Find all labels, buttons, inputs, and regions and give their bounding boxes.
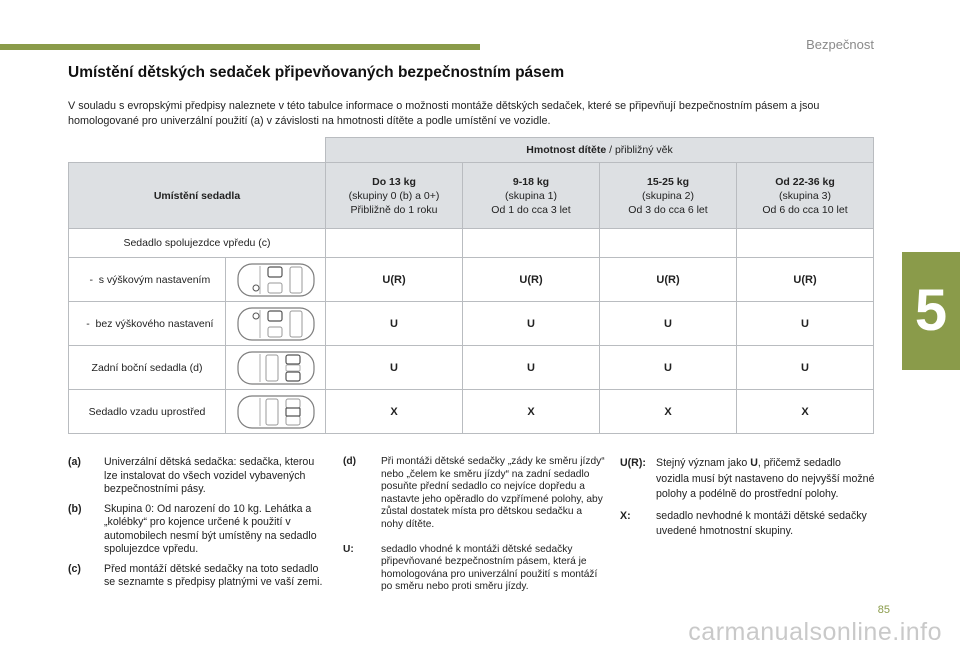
car-seat-diagram [226,302,326,346]
table-cell: U [326,302,463,346]
car-top-view-icon [236,349,316,387]
table-cell: U [326,346,463,390]
notes-column-left [68,456,330,596]
car-seat-diagram [226,258,326,302]
footnote-d: (d) Při montáži dětské sedačky „zády ke směru jízdy“ nebo „čelem ke směru jízdy“ na zadní sedadlo posuňte přední sedadlo co nejvíce dopředu a nastavte jeho opěradlo do vzpřímené polohy, aby zůstal dostatek místa pro dětskou sedačku a nohy dítěte. [343,456,605,530]
group-header: 15-25 kg (skupina 2) Od 3 do cca 6 let [600,163,737,229]
car-top-view-icon [236,261,316,299]
table-cell: X [600,390,737,434]
legend-ur: U(R): Stejný význam jako U, přičemž sedadlo vozidla musí být nastaveno do nejvyšší možné polohy a podélně do prostřední polohy. [620,457,875,500]
footnote-b: (b) Skupina 0: Od narození do 10 kg. Lehátka a „kolébky“ pro kojence určené k použití v automobilech nesmí být umístěny na sedadlo spolujezdce vpředu. [68,502,317,555]
car-top-view-icon [236,393,316,431]
seat-position-header: Umístění sedadla [69,163,326,229]
notes-column-middle [343,456,605,600]
table-cell: X [737,390,874,434]
table-cell: U [600,302,737,346]
table-cell: U [737,302,874,346]
group-header: Od 22-36 kg (skupina 3) Od 6 do cca 10 let [737,163,874,229]
watermark: carmanualsonline.info [688,618,942,646]
weight-header: Hmotnost dítěte / přibližný věk [326,138,874,163]
table-cell: U [463,302,600,346]
group-header: 9-18 kg (skupina 1) Od 1 do cca 3 let [463,163,600,229]
table-cell: U(R) [326,258,463,302]
page-number: 85 [877,604,890,616]
table-cell: U [463,346,600,390]
table-cell: U(R) [737,258,874,302]
table-cell: U(R) [463,258,600,302]
car-seat-diagram [226,346,326,390]
child-seat-table [68,137,874,434]
legend-x: X: sedadlo nevhodné k montáži dětské sedačky uvedené hmotnostní skupiny. [620,509,867,537]
legend-u: U: sedadlo vhodné k montáži dětské sedačky připevňované bezpečnostním pásem, která je homologována pro univerzální použití s montáží po směru nebo proti směru jízdy. [343,543,598,593]
notes-column-right [620,456,875,546]
chapter-tab: 5 [902,252,960,370]
footnote-c: (c) Před montáží dětské sedačky na toto sedadlo se seznamte s předpisy platnými ve vaší zemi. [68,562,323,588]
table-cell: X [326,390,463,434]
row-label: - bez výškového nastavení [69,302,226,346]
page-title: Umístění dětských sedaček připevňovaných bezpečnostním pásem [68,64,565,81]
table-cell: U [737,346,874,390]
footnote-a: (a) Univerzální dětská sedačka: sedačka, kterou lze instalovat do všech vozidel vybavených bezpečnostními pásy. [68,456,315,495]
table-cell: X [463,390,600,434]
front-passenger-seat-label: Sedadlo spolujezdce vpředu (c) [69,229,326,258]
intro-paragraph: V souladu s evropskými předpisy naleznete v této tabulce informace o možnosti montáže dětských sedaček, které se připevňují bezpečnostním pásem a jsou homologované pro univerzální použití (a) v závislosti na hmotnosti dítěte a podle umístění ve vozidle. [68,100,820,127]
table-cell: U(R) [600,258,737,302]
car-seat-diagram [226,390,326,434]
table-cell: U [600,346,737,390]
row-label: Zadní boční sedadla (d) [69,346,226,390]
group-header: Do 13 kg (skupiny 0 (b) a 0+) Přibližně do 1 roku [326,163,463,229]
header-accent-bar [0,44,480,50]
section-label: Bezpečnost [806,37,874,52]
row-label: - s výškovým nastavením [69,258,226,302]
row-label: Sedadlo vzadu uprostřed [69,390,226,434]
car-top-view-icon [236,305,316,343]
